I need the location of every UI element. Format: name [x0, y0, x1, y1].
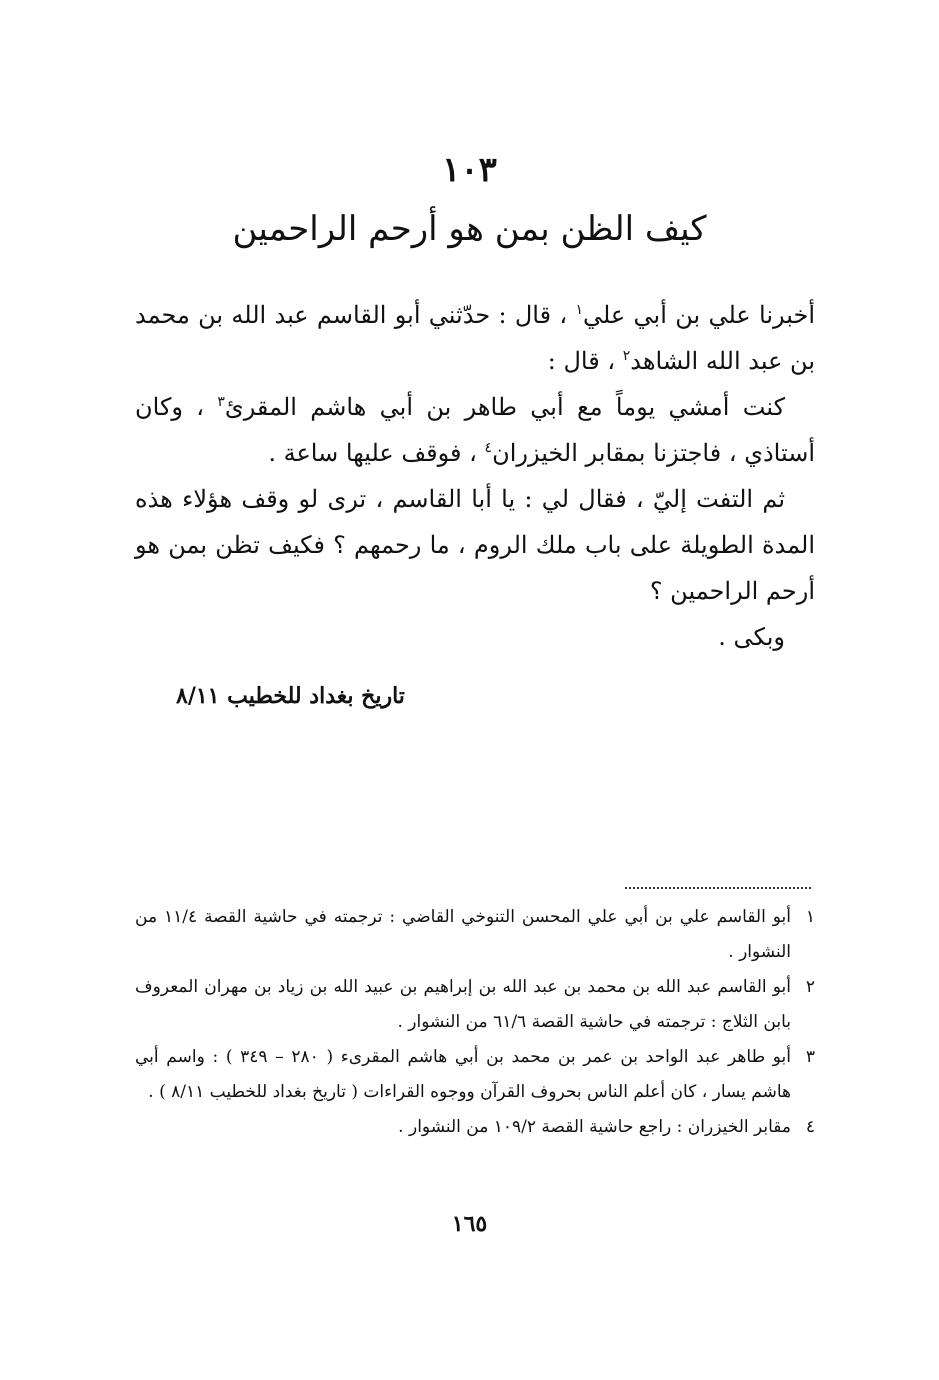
footnote-text: مقابر الخيزران : راجع حاشية القصة ١٠٩/٢ من النشوار . [398, 1117, 791, 1137]
story-body [135, 292, 815, 660]
footnote-text: أبو القاسم علي بن أبي علي المحسن التنوخي القاضي : ترجمته في حاشية القصة ١١/٤ من النشوار . [135, 907, 792, 962]
page-number: ١٦٥ [451, 1211, 488, 1237]
paragraph-1 [135, 292, 815, 384]
footnote-ref-3: ٣ [217, 394, 225, 410]
footnote-ref-4: ٤ [484, 440, 493, 456]
paragraph-2-text-a: كنت أمشي يوماً مع أبي طاهر بن أبي هاشم المقرئ [224, 393, 785, 421]
footnote-item [135, 900, 815, 970]
paragraph-1-text-b: ، قال : حدّثني أبو القاسم عبد الله بن محمد بن عبد الله الشاهد [135, 301, 815, 375]
footnote-ref-2: ٢ [622, 348, 631, 364]
footnote-number: ٤ [805, 1117, 815, 1137]
footnote-item [135, 1040, 815, 1110]
paragraph-2-text-b: ، وكان أستاذي ، فاجتزنا بمقابر الخيزران [135, 393, 815, 467]
source-citation: تاريخ بغداد للخطيب ٨/١١ [176, 683, 405, 709]
footnote-ref-1: ١ [575, 302, 583, 318]
paragraph-1-text-c: ، قال : [547, 347, 623, 375]
footnote-text: أبو طاهر عبد الواحد بن عمر بن محمد بن أبي هاشم المقرىء ( ٢٨٠ – ٣٤٩ ) : واسم أبي هاشم يسار ، كان أعلم الناس بحروف القرآن ووجوه القراءات ( تاريخ بغداد للخطيب ٨/١١ ) . [135, 1047, 792, 1102]
footnotes [135, 900, 815, 1145]
footnote-number: ١ [805, 907, 815, 927]
footnote-item [135, 970, 815, 1040]
footnote-number: ٢ [805, 977, 815, 997]
footnote-item [135, 1110, 815, 1145]
paragraph-4: وبكى . [718, 623, 785, 651]
story-number: ١٠٣ [442, 150, 497, 190]
paragraph-1-text-a: أخبرنا علي بن أبي علي [582, 301, 816, 329]
paragraph-2 [135, 384, 815, 476]
footnote-divider [625, 887, 811, 889]
paragraph-3: ثم التفت إليّ ، فقال لي : يا أبا القاسم ، ترى لو وقف هؤلاء هذه المدة الطويلة على باب ملك الروم ، ما رحمهم ؟ فكيف تظن بمن هو أرحم الراحمين ؟ [135, 485, 815, 605]
footnote-text: أبو القاسم عبد الله بن محمد بن عبد الله بن إبراهيم بن عبيد الله بن زياد بن مهران المعروف بابن الثلاج : ترجمته في حاشية القصة ٦١/٦ من النشوار . [135, 977, 791, 1032]
story-title: كيف الظن بمن هو أرحم الراحمين [232, 209, 707, 249]
paragraph-2-text-c: ، فوقف عليها ساعة . [268, 439, 485, 467]
footnote-number: ٣ [805, 1047, 815, 1067]
